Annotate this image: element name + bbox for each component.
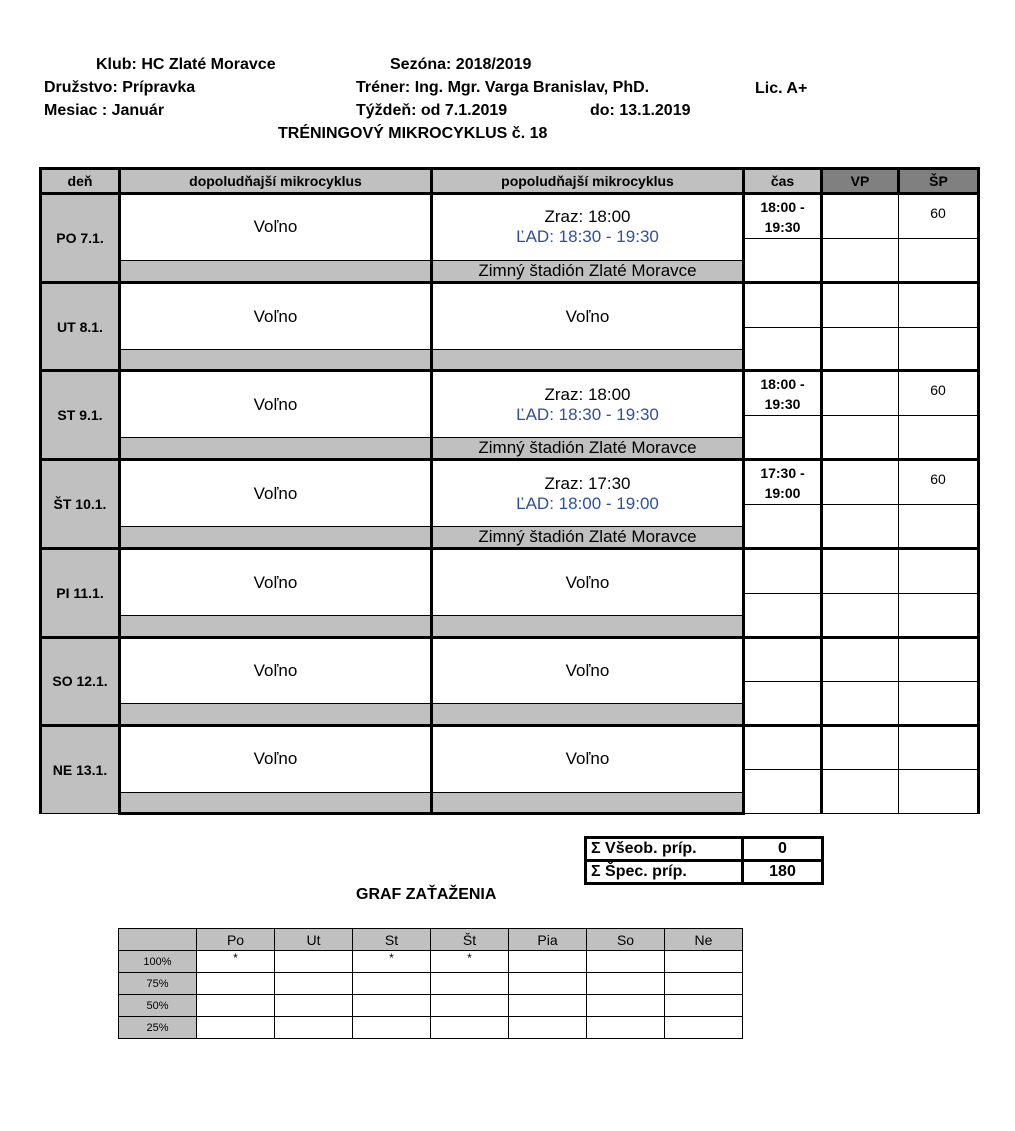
morning-venue-cell: [120, 438, 432, 460]
month-label: Mesiac : Január: [44, 102, 165, 119]
graph-cell: [587, 951, 665, 973]
vp-cell: [822, 460, 899, 505]
graph-cell: [197, 1017, 275, 1039]
schedule-row: [41, 460, 979, 505]
time-cell-lower: [744, 770, 822, 814]
morning-venue-cell: [120, 616, 432, 637]
sp-cell-lower: [899, 327, 979, 371]
graph-cell: [353, 1017, 431, 1039]
graph-day-header: Ne: [665, 929, 743, 951]
schedule-table: [39, 167, 980, 815]
afternoon-line1: Voľno: [565, 306, 610, 326]
time-cell: 17:30 - 19:00: [744, 460, 822, 505]
time-cell: 18:00 - 19:30: [744, 371, 822, 416]
sp-cell-lower: [899, 415, 979, 460]
venue-cell: [432, 616, 744, 637]
vp-cell-lower: [822, 594, 899, 638]
venue-cell: [432, 349, 744, 370]
vp-cell: [822, 725, 899, 770]
sp-cell: [899, 283, 979, 328]
morning-venue-cell: [120, 792, 432, 813]
graph-cell: [197, 995, 275, 1017]
sp-cell: 60: [899, 194, 979, 239]
sp-cell: [899, 725, 979, 770]
graph-day-header: Po: [197, 929, 275, 951]
graph-cell: [353, 995, 431, 1017]
sp-cell-lower: [899, 238, 979, 283]
vp-cell-lower: [822, 238, 899, 283]
time-cell: 18:00 - 19:30: [744, 194, 822, 239]
venue-cell: Zimný štadión Zlaté Moravce: [432, 527, 744, 549]
graph-row: [119, 995, 743, 1017]
graph-title: GRAF ZAŤAŽENIA: [356, 886, 497, 903]
load-graph-table: [118, 928, 743, 1039]
morning-cell: Voľno: [120, 460, 432, 527]
afternoon-cell: [432, 637, 744, 704]
afternoon-cell: [432, 371, 744, 438]
schedule-row: [41, 725, 979, 770]
schedule-row: [41, 194, 979, 239]
afternoon-line1: Voľno: [565, 749, 610, 769]
time-cell-lower: [744, 415, 822, 460]
graph-level-label: 50%: [119, 995, 197, 1017]
graph-cell: *: [353, 951, 431, 973]
afternoon-line1: Zraz: 17:30: [544, 473, 631, 493]
license-label: Lic. A+: [755, 80, 808, 97]
col-header-day: deň: [41, 169, 120, 194]
time-cell-lower: [744, 594, 822, 638]
graph-cell: [665, 973, 743, 995]
afternoon-line2: ĽAD: 18:00 - 19:00: [516, 493, 659, 513]
graph-cell: [665, 995, 743, 1017]
graph-corner: [119, 929, 197, 951]
morning-cell: Voľno: [120, 637, 432, 704]
afternoon-cell: [432, 725, 744, 792]
graph-row: [119, 1017, 743, 1039]
afternoon-cell: [432, 194, 744, 261]
graph-cell: [275, 1017, 353, 1039]
afternoon-line1: Zraz: 18:00: [544, 384, 631, 404]
graph-day-header: Št: [431, 929, 509, 951]
graph-cell: [587, 995, 665, 1017]
day-cell: SO 12.1.: [41, 637, 120, 725]
graph-cell: [587, 1017, 665, 1039]
afternoon-line1: Voľno: [565, 572, 610, 592]
time-cell-lower: [744, 238, 822, 283]
graph-cell: [197, 973, 275, 995]
vp-cell-lower: [822, 415, 899, 460]
general-prep-value: 0: [743, 838, 823, 861]
sums-table: [584, 836, 824, 885]
vp-cell-lower: [822, 327, 899, 371]
graph-cell: [275, 951, 353, 973]
day-cell: ST 9.1.: [41, 371, 120, 460]
vp-cell-lower: [822, 504, 899, 549]
day-cell: UT 8.1.: [41, 283, 120, 371]
season-label: Sezóna: 2018/2019: [390, 56, 532, 73]
venue-cell: [432, 704, 744, 725]
venue-cell: [432, 792, 744, 813]
graph-cell: [431, 973, 509, 995]
special-prep-value: 180: [743, 861, 823, 884]
time-cell: [744, 549, 822, 594]
graph-level-label: 75%: [119, 973, 197, 995]
sp-cell: [899, 549, 979, 594]
graph-day-header: Pia: [509, 929, 587, 951]
morning-venue-cell: [120, 349, 432, 370]
vp-cell: [822, 637, 899, 682]
morning-venue-cell: [120, 704, 432, 725]
sp-cell-lower: [899, 504, 979, 549]
graph-day-header: Ut: [275, 929, 353, 951]
venue-cell: Zimný štadión Zlaté Moravce: [432, 438, 744, 460]
vp-cell: [822, 371, 899, 416]
graph-day-header: St: [353, 929, 431, 951]
morning-cell: Voľno: [120, 194, 432, 261]
col-header-time: čas: [744, 169, 822, 194]
col-header-afternoon: popoludňajší mikrocyklus: [432, 169, 744, 194]
schedule-row: [41, 549, 979, 594]
schedule-row: [41, 283, 979, 328]
graph-cell: [353, 973, 431, 995]
morning-cell: Voľno: [120, 549, 432, 616]
graph-level-label: 100%: [119, 951, 197, 973]
vp-cell-lower: [822, 682, 899, 726]
time-cell: [744, 637, 822, 682]
graph-cell: [431, 995, 509, 1017]
day-cell: PO 7.1.: [41, 194, 120, 283]
team-label: Družstvo: Prípravka: [44, 79, 196, 96]
vp-cell: [822, 549, 899, 594]
graph-cell: [665, 1017, 743, 1039]
day-cell: NE 13.1.: [41, 725, 120, 813]
morning-venue-cell: [120, 260, 432, 282]
col-header-sp: ŠP: [899, 169, 979, 194]
afternoon-cell: [432, 549, 744, 616]
afternoon-line2: ĽAD: 18:30 - 19:30: [516, 404, 659, 424]
graph-cell: *: [431, 951, 509, 973]
graph-cell: [431, 1017, 509, 1039]
sp-cell: 60: [899, 371, 979, 416]
time-cell: [744, 725, 822, 770]
day-cell: PI 11.1.: [41, 549, 120, 637]
time-cell-lower: [744, 682, 822, 726]
afternoon-cell: [432, 460, 744, 527]
sp-cell-lower: [899, 594, 979, 638]
graph-cell: [587, 973, 665, 995]
graph-cell: [509, 973, 587, 995]
vp-cell: [822, 283, 899, 328]
afternoon-line1: Voľno: [565, 661, 610, 681]
graph-level-label: 25%: [119, 1017, 197, 1039]
schedule-row: [41, 371, 979, 416]
graph-cell: [509, 1017, 587, 1039]
venue-cell: Zimný štadión Zlaté Moravce: [432, 260, 744, 282]
time-cell-lower: [744, 327, 822, 371]
graph-day-header: So: [587, 929, 665, 951]
club-label: Klub: HC Zlaté Moravce: [96, 56, 276, 73]
col-header-vp: VP: [822, 169, 899, 194]
time-cell: [744, 283, 822, 328]
special-prep-label: Σ Špec. príp.: [586, 861, 743, 884]
schedule-row: [41, 637, 979, 682]
page-title: TRÉNINGOVÝ MIKROCYKLUS č. 18: [278, 125, 548, 142]
general-prep-label: Σ Všeob. príp.: [586, 838, 743, 861]
vp-cell-lower: [822, 770, 899, 814]
week-from-label: Týždeň: od 7.1.2019: [356, 102, 508, 119]
morning-venue-cell: [120, 527, 432, 549]
sp-cell-lower: [899, 770, 979, 814]
afternoon-line1: Zraz: 18:00: [544, 207, 631, 227]
sp-cell-lower: [899, 682, 979, 726]
morning-cell: Voľno: [120, 725, 432, 792]
graph-row: [119, 951, 743, 973]
graph-cell: [275, 973, 353, 995]
graph-cell: *: [197, 951, 275, 973]
graph-cell: [509, 951, 587, 973]
sp-cell: [899, 637, 979, 682]
graph-row: [119, 973, 743, 995]
time-cell-lower: [744, 504, 822, 549]
vp-cell: [822, 194, 899, 239]
afternoon-line2: ĽAD: 18:30 - 19:30: [516, 227, 659, 247]
coach-label: Tréner: Ing. Mgr. Varga Branislav, PhD.: [356, 79, 650, 96]
col-header-morning: dopoludňajší mikrocyklus: [120, 169, 432, 194]
sp-cell: 60: [899, 460, 979, 505]
afternoon-cell: [432, 283, 744, 350]
graph-cell: [275, 995, 353, 1017]
week-to-label: do: 13.1.2019: [590, 102, 691, 119]
morning-cell: Voľno: [120, 371, 432, 438]
morning-cell: Voľno: [120, 283, 432, 350]
day-cell: ŠT 10.1.: [41, 460, 120, 549]
graph-cell: [509, 995, 587, 1017]
graph-cell: [665, 951, 743, 973]
